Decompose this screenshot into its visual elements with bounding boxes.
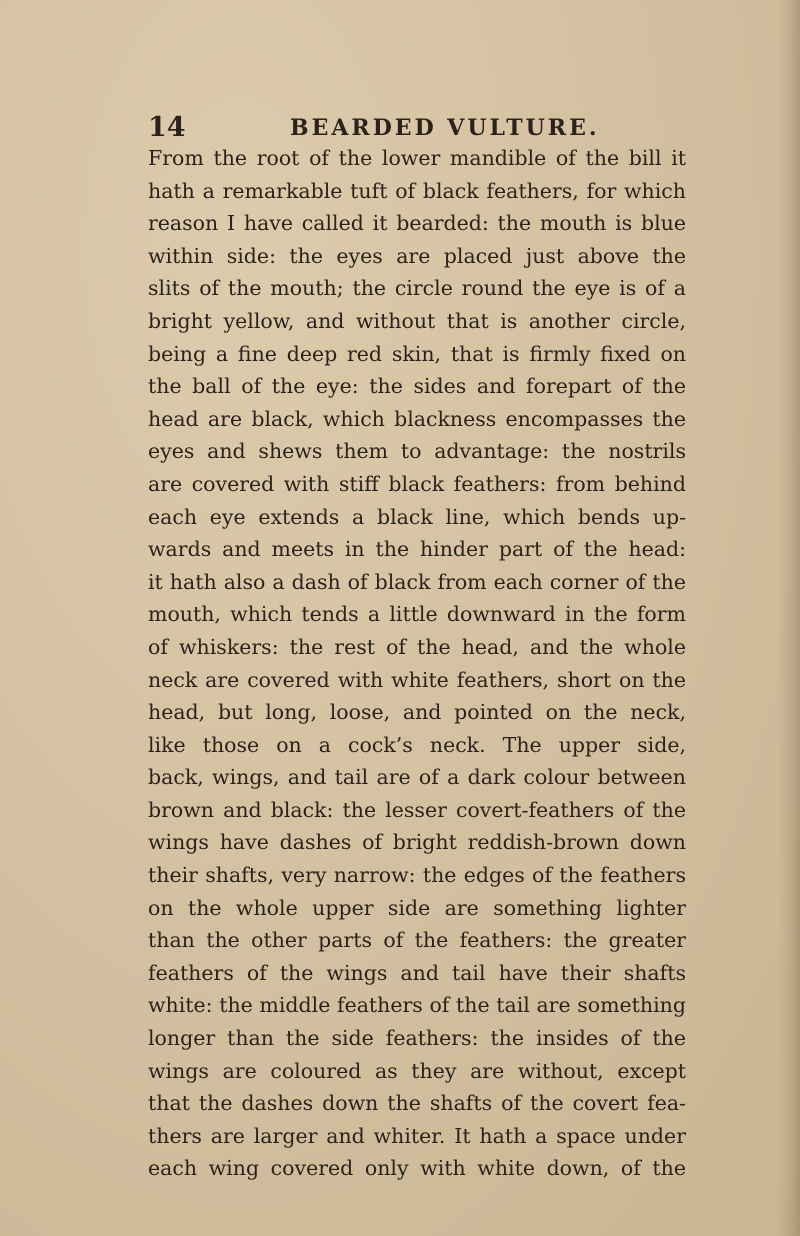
text-line: feathers of the wings and tail have their shafts: [148, 960, 686, 985]
text-line: wards and meets in the hinder part of the head:: [148, 537, 686, 562]
text-line: head are black, which blackness encompasses the: [148, 406, 686, 431]
page-header: [148, 110, 688, 146]
text-line: slits of the mouth; the circle round the eye is of a: [148, 276, 686, 301]
text-line: mouth, which tends a little downward in the form: [148, 602, 686, 627]
text-line: bright yellow, and without that is another circle,: [148, 308, 686, 333]
text-line: brown and black: the lesser covert-feathers of the: [148, 797, 686, 822]
text-line: white: the middle feathers of the tail are something: [148, 993, 686, 1018]
text-line: on the whole upper side are something lighter: [148, 895, 686, 920]
text-line: each wing covered only with white down, of the: [148, 1156, 686, 1181]
running-head: BEARDED VULTURE.: [290, 115, 600, 141]
text-line: hath a remarkable tuft of black feathers, for which: [148, 178, 686, 203]
text-line: each eye extends a black line, which bends up-: [148, 504, 686, 529]
text-line: are covered with stiff black feathers: from behind: [148, 471, 686, 496]
text-line: that the dashes down the shafts of the covert fea-: [148, 1091, 686, 1116]
text-line: within side: the eyes are placed just above the: [148, 243, 686, 268]
text-line: of whiskers: the rest of the head, and the whole: [148, 634, 686, 659]
text-line: wings have dashes of bright reddish-brown down: [148, 830, 686, 855]
text-line: their shafts, very narrow: the edges of the feathers: [148, 863, 686, 888]
text-line: back, wings, and tail are of a dark colour between: [148, 765, 686, 790]
text-line: thers are larger and whiter. It hath a space under: [148, 1123, 686, 1148]
text-line: the ball of the eye: the sides and forepart of the: [148, 374, 686, 399]
text-line: eyes and shews them to advantage: the nostrils: [148, 439, 686, 464]
text-line: neck are covered with white feathers, short on the: [148, 667, 686, 692]
text-line: like those on a cock’s neck. The upper side,: [148, 732, 686, 757]
text-line: reason I have called it bearded: the mouth is blue: [148, 211, 686, 236]
body-paragraph: [148, 142, 686, 1185]
text-line: head, but long, loose, and pointed on the neck,: [148, 700, 686, 725]
page-number: 14: [148, 112, 186, 143]
text-line: it hath also a dash of black from each corner of the: [148, 569, 686, 594]
text-line: than the other parts of the feathers: the greater: [148, 928, 686, 953]
text-line: From the root of the lower mandible of the bill it: [148, 146, 686, 170]
page-edge-shadow: [778, 0, 800, 1236]
text-line: being a fine deep red skin, that is firmly fixed on: [148, 341, 686, 366]
text-line: longer than the side feathers: the insides of the: [148, 1026, 686, 1051]
text-line: wings are coloured as they are without, except: [148, 1058, 686, 1083]
